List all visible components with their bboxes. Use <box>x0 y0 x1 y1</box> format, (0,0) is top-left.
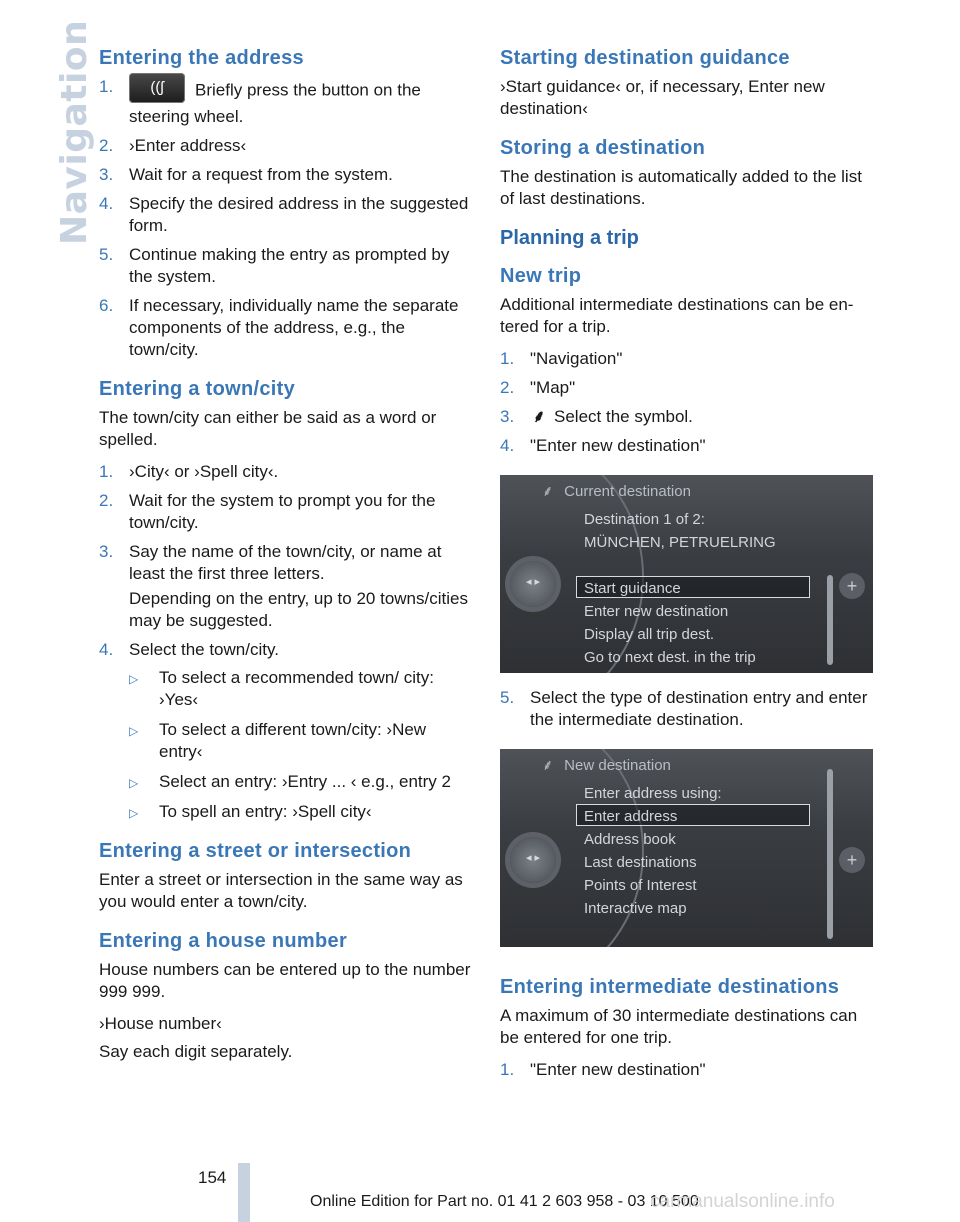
screenshot-current-destination: ⸙ Current destination Destination 1 of 2: MÜNCHEN, PETRUELRING Start guidance Enter new destination Display all trip dest. Go to next dest. in the trip ◂ ▸ + <box>500 475 873 673</box>
plus-icon: + <box>839 573 865 599</box>
route-symbol-icon: ⸙ <box>542 757 554 774</box>
heading-address: Entering the address <box>99 47 304 69</box>
address-steps <box>99 76 474 361</box>
triangle-bullet-icon: ▷ <box>129 724 139 738</box>
house-text: House numbers can be entered up to the number 999 999. <box>99 960 471 1001</box>
left-column <box>99 44 474 1073</box>
plus-icon: + <box>839 847 865 873</box>
intermediate-steps <box>500 1059 875 1081</box>
right-column <box>500 44 875 1088</box>
heading-house: Entering a house number <box>99 930 348 952</box>
heading-guidance: Starting destination guidance <box>500 47 790 69</box>
list-item: 1. "Navigation" <box>500 349 623 368</box>
side-tab <box>0 0 95 260</box>
house-cmd: ›House number‹ <box>99 1014 222 1033</box>
intermediate-text: A maximum of 30 intermediate destinations can be entered for one trip. <box>500 1006 858 1047</box>
house-note: Say each digit separately. <box>99 1042 293 1061</box>
page-number: 154 <box>198 1168 227 1187</box>
list-item: 1. ((ʃ Briefly press the button on the steering wheel. <box>99 76 474 128</box>
triangle-bullet-icon: ▷ <box>129 806 139 820</box>
list-item: 3. ⸙ Select the symbol. <box>500 407 693 426</box>
newtrip-text: Additional intermediate destinations can be entered for a trip. <box>500 295 854 336</box>
newtrip-step5 <box>500 687 875 731</box>
list-item: 1. ›City‹ or ›Spell city‹. <box>99 462 279 481</box>
bullet-item: ▷ To select a recommended town/ city: ›Yes‹ <box>129 668 434 709</box>
controller-icon <box>510 561 556 607</box>
heading-planning: Planning a trip <box>500 227 639 249</box>
route-symbol-icon: ⸙ <box>532 407 546 426</box>
heading-street: Entering a street or intersection <box>99 840 412 862</box>
controller-icon <box>510 837 556 883</box>
triangle-bullet-icon: ▷ <box>129 776 139 790</box>
page-footer <box>0 1163 960 1222</box>
list-item: 2. ›Enter address‹ <box>99 136 247 155</box>
list-item: 6. If necessary, individually name the separate components of the address, e.g., the town/city. <box>99 296 459 359</box>
voice-button-icon: ((ʃ <box>129 73 185 103</box>
watermark: carmanualsonline.info <box>650 1191 835 1212</box>
heading-intermediate: Entering intermediate destinations <box>500 976 840 998</box>
town-steps <box>99 461 474 823</box>
town-options <box>129 667 474 823</box>
newtrip-steps <box>500 348 875 457</box>
town-intro: The town/city can either be said as a word or spelled. <box>99 408 437 449</box>
list-item: 5. Select the type of destination entry and enter the intermediate destination. <box>500 688 868 729</box>
list-item: 2. Wait for the system to prompt you for the town/city. <box>99 491 436 532</box>
triangle-bullet-icon: ▷ <box>129 672 139 686</box>
side-tab-label: Navigation <box>54 19 95 245</box>
bullet-item: ▷ To select a different town/city: ›New entry‹ <box>129 720 427 761</box>
list-item: 3. Wait for a request from the system. <box>99 165 393 184</box>
bullet-item: ▷ To spell an entry: ›Spell city‹ <box>129 801 474 823</box>
list-item: 4. Specify the desired address in the suggested form. <box>99 194 469 235</box>
footer-strip <box>238 1163 250 1222</box>
list-item: 5. Continue making the entry as prompted by the system. <box>99 245 450 286</box>
storing-text: The destination is automatically added to the list of last destinations. <box>500 167 862 208</box>
list-item: 1. "Enter new destination" <box>500 1060 706 1079</box>
heading-storing: Storing a destination <box>500 137 706 159</box>
step-note: Depending on the entry, up to 20 towns/cities may be suggested. <box>129 589 468 630</box>
bullet-item: ▷ Select an entry: ›Entry ... ‹ e.g., entry 2 <box>129 771 474 793</box>
list-item: 2. "Map" <box>500 378 576 397</box>
edition-text: Online Edition for Part no. 01 41 2 603 958 - 03 10 500 <box>310 1193 699 1210</box>
heading-town: Entering a town/city <box>99 378 296 400</box>
route-symbol-icon: ⸙ <box>542 483 554 500</box>
screenshot-new-destination: ⸙ New destination Enter address using: Enter address Address book Last destinations Points of Interest Interactive map ◂ ▸ + <box>500 749 873 947</box>
guidance-text: ›Start guidance‹ or, if necessary, Enter new destination‹ <box>500 77 825 118</box>
list-item: 4. Select the town/city. ▷ To select a recommended town/ city: ›Yes‹ ▷ To select a different town/city: ›New entry‹ ▷ Select an entry: ›Entry ... ‹ e.g., entry 2 ▷ To spell an entry: ›Spell city‹ <box>99 639 474 823</box>
list-item: 4. "Enter new destination" <box>500 436 706 455</box>
list-item: 3. Say the name of the town/city, or name at least the first three letters. Depending on the entry, up to 20 towns/cities may be suggested. <box>99 541 474 632</box>
street-text: Enter a street or intersection in the same way as you would enter a town/city. <box>99 870 463 911</box>
heading-newtrip: New trip <box>500 265 582 287</box>
